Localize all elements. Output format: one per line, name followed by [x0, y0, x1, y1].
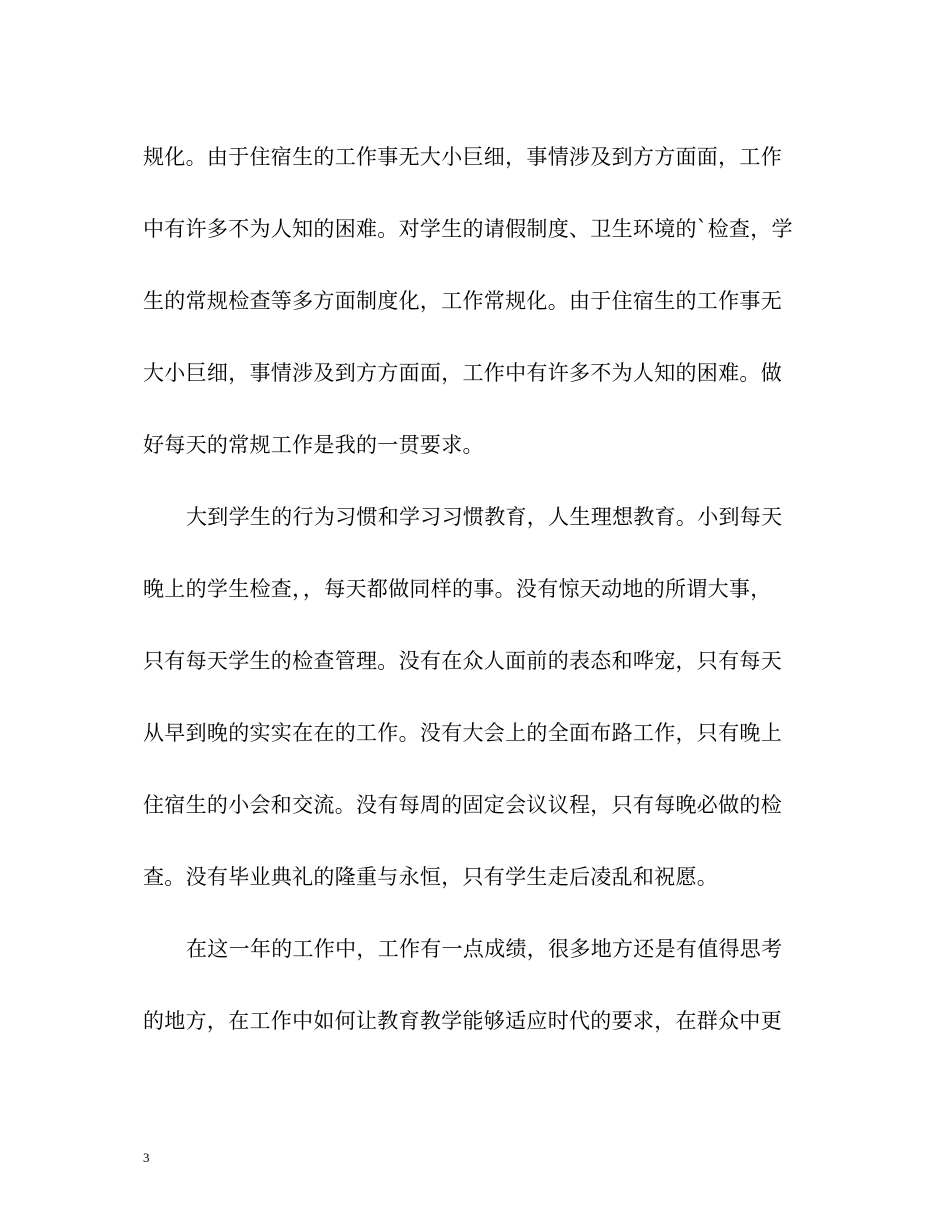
text-line: 大小巨细，事情涉及到方方面面，工作中有许多不为人知的困难。做 [143, 361, 782, 385]
text-line: 大到学生的行为习惯和学习习惯教育，人生理想教育。小到每天 [186, 505, 783, 529]
text-line: 从早到晚的实实在在的工作。没有大会上的全面布路工作，只有晚上 [143, 721, 782, 745]
text-line: 住宿生的小会和交流。没有每周的固定会议议程，只有每晚必做的检 [143, 793, 782, 817]
text-line: 中有许多不为人知的困难。对学生的请假制度、卫生环境的`检查，学 [143, 217, 793, 241]
text-line: 查。没有毕业典礼的隆重与永恒，只有学生走后凌乱和祝愿。 [143, 865, 719, 889]
body-text [143, 135, 808, 1071]
text-line: 生的常规检查等多方面制度化，工作常规化。由于住宿生的工作事无 [143, 289, 782, 313]
text-line: 只有每天学生的检查管理。没有在众人面前的表态和哗宠，只有每天 [143, 649, 782, 673]
text-line: 规化。由于住宿生的工作事无大小巨细，事情涉及到方方面面，工作 [143, 145, 782, 169]
text-line: 好每天的常规工作是我的一贯要求。 [143, 433, 484, 457]
text-line: 晚上的学生检查，，每天都做同样的事。没有惊天动地的所谓大事， [143, 577, 772, 601]
text-line: 在这一年的工作中，工作有一点成绩，很多地方还是有值得思考 [186, 937, 783, 961]
text-line: 的地方，在工作中如何让教育教学能够适应时代的要求，在群众中更 [143, 1009, 782, 1033]
page-number: 3 [143, 1150, 150, 1165]
